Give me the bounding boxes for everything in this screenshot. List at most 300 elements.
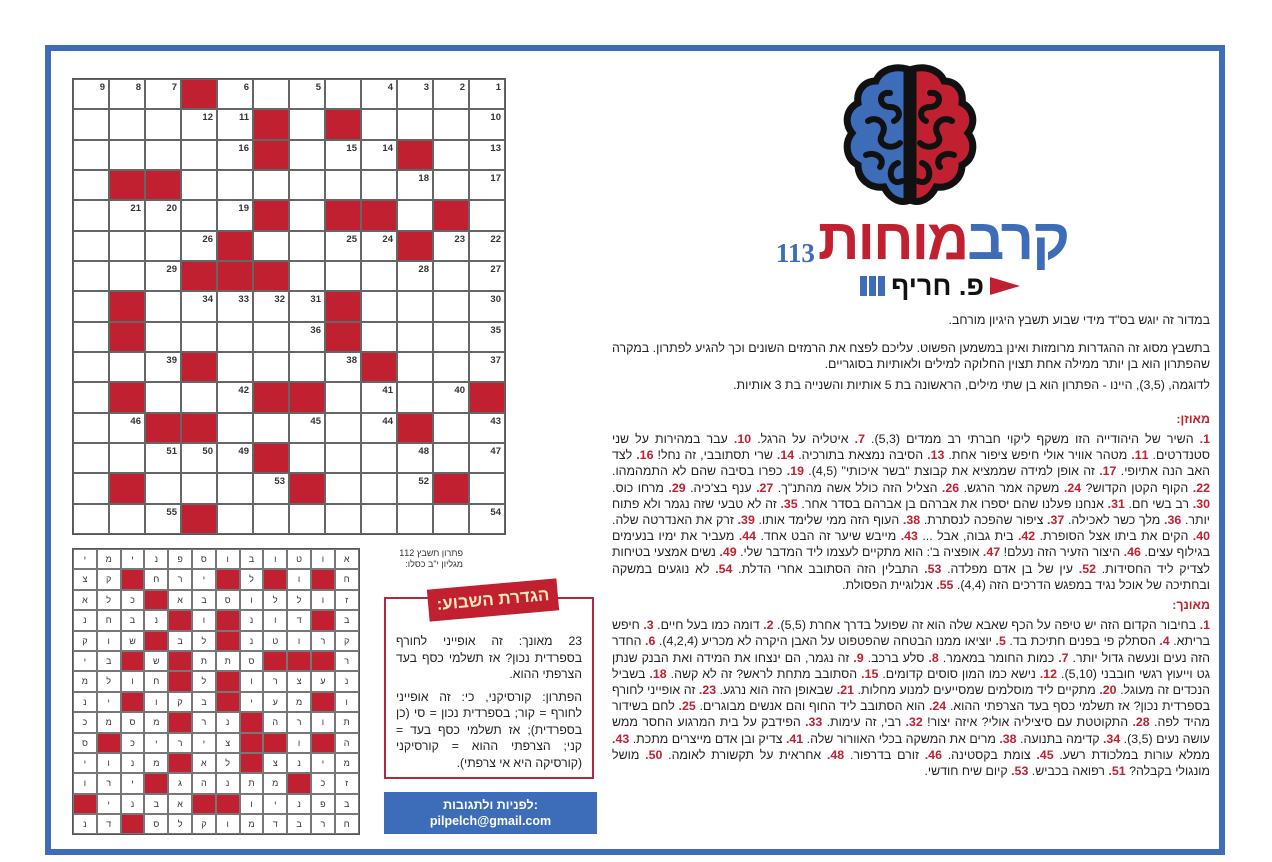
- solution-cell: ו: [311, 590, 335, 610]
- crossword-cell[interactable]: [73, 170, 109, 200]
- crossword-cell[interactable]: [433, 322, 469, 352]
- down-clue-text: אחראית על תקשורת לאומה.: [662, 747, 827, 762]
- solution-cell: ל: [97, 671, 121, 691]
- solution-cell: נ: [216, 773, 240, 793]
- crossword-cell[interactable]: [361, 291, 397, 321]
- crossword-cell[interactable]: [181, 140, 217, 170]
- crossword-cell[interactable]: [361, 261, 397, 291]
- crossword-cell[interactable]: [469, 231, 505, 261]
- crossword-cell[interactable]: [109, 109, 145, 139]
- solution-black-cell: [216, 610, 240, 630]
- solution-cell: ת: [240, 773, 264, 793]
- crossword-cell[interactable]: [181, 322, 217, 352]
- solution-cell: נ: [240, 631, 264, 651]
- crossword-cell[interactable]: [433, 140, 469, 170]
- across-clue-text: התבלין הזה הסתובב אחרי הדלת.: [732, 561, 925, 576]
- across-clue-number: 46.: [1123, 545, 1141, 560]
- crossword-cell[interactable]: [289, 261, 325, 291]
- solution-cell: ר: [192, 712, 216, 732]
- crossword-cell[interactable]: [217, 291, 253, 321]
- black-cell: [397, 140, 433, 170]
- black-cell: [325, 109, 361, 139]
- crossword-cell[interactable]: [469, 443, 505, 473]
- crossword-cell[interactable]: [181, 443, 217, 473]
- crossword-cell[interactable]: [289, 504, 325, 534]
- solution-cell: א: [335, 549, 359, 569]
- crossword-cell[interactable]: [469, 140, 505, 170]
- solution-cell: ט: [263, 631, 287, 651]
- crossword-cell[interactable]: [289, 291, 325, 321]
- solution-cell: י: [121, 549, 145, 569]
- crossword-cell[interactable]: [253, 231, 289, 261]
- crossword-cell[interactable]: [253, 79, 289, 109]
- intro-line-1: במדור זה יוגש בס"ד מידי שבוע תשבץ היגיון מורחב.: [948, 313, 1210, 327]
- brain-icon: [838, 63, 982, 207]
- crossword-cell[interactable]: [325, 140, 361, 170]
- cell-number: 49: [238, 445, 249, 457]
- down-clue-number: 48.: [826, 747, 845, 762]
- crossword-cell[interactable]: [109, 413, 145, 443]
- black-cell: [181, 352, 217, 382]
- down-clue-number: 9.: [853, 650, 864, 665]
- crossword-cell[interactable]: [253, 413, 289, 443]
- crossword-cell[interactable]: [289, 109, 325, 139]
- crossword-cell[interactable]: [73, 79, 109, 109]
- crossword-cell[interactable]: [181, 231, 217, 261]
- crossword-cell[interactable]: [73, 200, 109, 230]
- crossword-cell[interactable]: [217, 79, 253, 109]
- down-clue-number: 43.: [612, 731, 630, 746]
- cell-number: 22: [490, 233, 501, 245]
- cell-number: 32: [274, 294, 285, 306]
- down-clue-text: בחיבור הקדום הזה יש טיפה על הכף שאבא שלה הוא זה שפועל בדרך אחרת (5,5).: [773, 618, 1200, 633]
- solution-cell: ל: [192, 671, 216, 691]
- crossword-cell[interactable]: [109, 200, 145, 230]
- crossword-cell[interactable]: [433, 352, 469, 382]
- solution-cell: ח: [335, 569, 359, 589]
- crossword-cell[interactable]: [361, 504, 397, 534]
- crossword-cell[interactable]: [73, 473, 109, 503]
- crossword-cell[interactable]: [361, 109, 397, 139]
- across-clue-text: לא נוגעים במשקה ובחתיכה של אוכל נגיד במפגש הדרכים הזה (4,4).: [612, 561, 1210, 592]
- cell-number: 39: [166, 354, 177, 366]
- crossword-cell[interactable]: [325, 231, 361, 261]
- crossword-cell[interactable]: [289, 200, 325, 230]
- crossword-cell[interactable]: [109, 261, 145, 291]
- crossword-cell[interactable]: [109, 140, 145, 170]
- crossword-cell[interactable]: [397, 473, 433, 503]
- definition-clue: 23 מאונך: זה אופייני לחורף בספרדית נכון? אז תשלמי כסף בעד הצרפתי ההוא.: [396, 634, 582, 681]
- down-clue-number: 23.: [698, 683, 717, 698]
- solution-cell: צ: [287, 671, 311, 691]
- across-clue-number: 11.: [1131, 448, 1149, 463]
- solution-cell: צ: [73, 569, 97, 589]
- solution-cell: ו: [97, 631, 121, 651]
- cell-number: 23: [454, 233, 465, 245]
- across-clue-number: 39.: [737, 513, 755, 528]
- solution-black-cell: [287, 773, 311, 793]
- crossword-cell[interactable]: [73, 413, 109, 443]
- solution-cell: ל: [216, 753, 240, 773]
- down-clue-number: 21.: [836, 683, 854, 698]
- solution-cell: נ: [287, 753, 311, 773]
- black-cell: [253, 443, 289, 473]
- down-clue-number: 28.: [1132, 715, 1150, 730]
- crossword-cell[interactable]: [181, 382, 217, 412]
- crossword-cell[interactable]: [145, 200, 181, 230]
- crossword-cell[interactable]: [217, 473, 253, 503]
- crossword-cell[interactable]: [469, 261, 505, 291]
- solution-black-cell: [263, 651, 287, 671]
- solution-cell: ס: [144, 814, 168, 834]
- crossword-cell[interactable]: [325, 473, 361, 503]
- crossword-cell[interactable]: [361, 382, 397, 412]
- cell-number: 20: [166, 203, 177, 215]
- solution-black-cell: [144, 773, 168, 793]
- cell-number: 45: [310, 415, 321, 427]
- crossword-cell[interactable]: [469, 413, 505, 443]
- down-clue-number: 38.: [999, 731, 1017, 746]
- crossword-cell[interactable]: [73, 231, 109, 261]
- crossword-cell[interactable]: [325, 504, 361, 534]
- solution-black-cell: [216, 692, 240, 712]
- solution-cell: ה: [192, 773, 216, 793]
- solution-cell: מ: [97, 549, 121, 569]
- contact-box: [384, 792, 597, 834]
- crossword-cell[interactable]: [73, 504, 109, 534]
- crossword-cell[interactable]: [253, 291, 289, 321]
- black-cell: [217, 261, 253, 291]
- down-clue-number: 18.: [649, 666, 667, 681]
- crossword-cell[interactable]: [325, 382, 361, 412]
- solution-cell: ד: [263, 814, 287, 834]
- crossword-cell[interactable]: [469, 473, 505, 503]
- down-clue-number: 15.: [861, 666, 879, 681]
- crossword-cell[interactable]: [109, 79, 145, 109]
- crossword-cell[interactable]: [325, 170, 361, 200]
- crossword-cell[interactable]: [73, 322, 109, 352]
- solution-cell: ו: [121, 671, 145, 691]
- crossword-cell[interactable]: [217, 352, 253, 382]
- crossword-cell[interactable]: [397, 109, 433, 139]
- across-clue-text: מייבש שיער זה הבט אחד.: [756, 529, 901, 544]
- crossword-cell[interactable]: [397, 504, 433, 534]
- crossword-cell[interactable]: [217, 200, 253, 230]
- crossword-cell[interactable]: [325, 413, 361, 443]
- crossword-cell[interactable]: [433, 109, 469, 139]
- issue-number: 113: [775, 238, 815, 268]
- contact-email[interactable]: pilpelch@gmail.com: [429, 814, 552, 828]
- across-clue-text: הצליל הזה כולל אשה מהתנ"ך.: [773, 480, 942, 495]
- crossword-cell[interactable]: [217, 109, 253, 139]
- crossword-cell[interactable]: [397, 352, 433, 382]
- crossword-cell[interactable]: [325, 261, 361, 291]
- solution-cell: נ: [335, 671, 359, 691]
- down-clue-number: 7.: [1058, 650, 1069, 665]
- crossword-cell[interactable]: [361, 322, 397, 352]
- solution-cell: מ: [263, 773, 287, 793]
- crossword-cell[interactable]: [289, 231, 325, 261]
- solution-cell: א: [73, 590, 97, 610]
- crossword-cell[interactable]: [361, 413, 397, 443]
- across-clue-number: 54.: [715, 561, 733, 576]
- crossword-cell[interactable]: [361, 473, 397, 503]
- crossword-cell[interactable]: [433, 291, 469, 321]
- solution-cell: ת: [335, 712, 359, 732]
- solution-black-cell: [73, 794, 97, 814]
- crossword-cell[interactable]: [397, 291, 433, 321]
- solution-black-cell: [311, 651, 335, 671]
- crossword-cell[interactable]: [217, 504, 253, 534]
- solution-black-cell: [263, 733, 287, 753]
- cell-number: 25: [346, 233, 357, 245]
- crossword-cell[interactable]: [73, 443, 109, 473]
- solution-cell: מ: [144, 712, 168, 732]
- crossword-cell[interactable]: [217, 382, 253, 412]
- cell-number: 43: [490, 415, 501, 427]
- black-cell: [469, 382, 505, 412]
- crossword-cell[interactable]: [253, 352, 289, 382]
- crossword-cell[interactable]: [397, 200, 433, 230]
- crossword-cell[interactable]: [73, 261, 109, 291]
- crossword-cell[interactable]: [361, 140, 397, 170]
- down-clue-text: לחם בשידור מהיד לפה.: [612, 699, 1210, 730]
- solution-cell: ר: [97, 773, 121, 793]
- crossword-cell[interactable]: [469, 109, 505, 139]
- cell-number: 47: [490, 445, 501, 457]
- crossword-cell[interactable]: [145, 352, 181, 382]
- solution-cell: ש: [121, 631, 145, 651]
- crossword-cell[interactable]: [433, 79, 469, 109]
- crossword-cell[interactable]: [145, 231, 181, 261]
- solution-cell: ז: [335, 590, 359, 610]
- solution-cell: ה: [335, 733, 359, 753]
- crossword-cell[interactable]: [433, 382, 469, 412]
- solution-cell: א: [168, 590, 192, 610]
- black-cell: [253, 261, 289, 291]
- crossword-cell[interactable]: [289, 79, 325, 109]
- solution-cell: ד: [97, 814, 121, 834]
- crossword-cell[interactable]: [397, 443, 433, 473]
- solution-cell: צ: [216, 733, 240, 753]
- crossword-cell[interactable]: [325, 352, 361, 382]
- solution-cell: ר: [287, 712, 311, 732]
- black-cell: [109, 291, 145, 321]
- crossword-cell[interactable]: [217, 443, 253, 473]
- solution-cell: ב: [335, 794, 359, 814]
- black-cell: [109, 382, 145, 412]
- black-cell: [361, 200, 397, 230]
- crossword-cell[interactable]: [109, 504, 145, 534]
- solution-cell: ו: [240, 794, 264, 814]
- across-clues: [612, 431, 1210, 593]
- crossword-cell[interactable]: [253, 473, 289, 503]
- cell-number: 21: [130, 203, 141, 215]
- cell-number: 29: [166, 263, 177, 275]
- crossword-cell[interactable]: [289, 322, 325, 352]
- solution-black-cell: [216, 671, 240, 691]
- crossword-cell[interactable]: [145, 109, 181, 139]
- crossword-cell[interactable]: [109, 443, 145, 473]
- solution-cell: ה: [263, 712, 287, 732]
- solution-black-cell: [216, 794, 240, 814]
- solution-black-cell: [121, 569, 145, 589]
- solution-cell: ק: [97, 569, 121, 589]
- black-cell: [145, 170, 181, 200]
- solution-cell: ח: [335, 814, 359, 834]
- cell-number: 41: [382, 385, 393, 397]
- crossword-cell[interactable]: [361, 443, 397, 473]
- crossword-cell[interactable]: [73, 291, 109, 321]
- crossword-cell[interactable]: [433, 261, 469, 291]
- crossword-cell[interactable]: [145, 291, 181, 321]
- solution-cell: א: [192, 753, 216, 773]
- across-clue-number: 24.: [1063, 480, 1082, 495]
- crossword-cell[interactable]: [397, 261, 433, 291]
- crossword-cell[interactable]: [469, 322, 505, 352]
- solution-cell: י: [240, 692, 264, 712]
- crossword-cell[interactable]: [469, 504, 505, 534]
- crossword-cell[interactable]: [433, 504, 469, 534]
- crossword-cell[interactable]: [145, 473, 181, 503]
- black-cell: [433, 200, 469, 230]
- crossword-cell[interactable]: [253, 170, 289, 200]
- cell-number: 5: [315, 82, 321, 93]
- solution-cell: ו: [192, 610, 216, 630]
- solution-cell: י: [121, 773, 145, 793]
- cell-number: 16: [238, 142, 249, 154]
- crossword-cell[interactable]: [109, 231, 145, 261]
- down-clue-text: ממלא עורות במלכודת רשע.: [1053, 747, 1210, 762]
- black-cell: [181, 79, 217, 109]
- black-cell: [253, 382, 289, 412]
- solution-cell: ח: [144, 569, 168, 589]
- black-cell: [217, 231, 253, 261]
- crossword-cell[interactable]: [397, 170, 433, 200]
- across-clue-text: השיר של היהודייה הזו משקף ליקוי חברתי רב ממדים (5,3).: [864, 432, 1200, 447]
- crossword-cell[interactable]: [361, 231, 397, 261]
- solution-cell: ו: [263, 610, 287, 630]
- down-clue-text: הוא הסתובב ליד החוף והם אנשים מבוגרים.: [695, 699, 929, 714]
- solution-cell: י: [97, 692, 121, 712]
- solution-cell: ס: [121, 712, 145, 732]
- solution-cell: פ: [311, 794, 335, 814]
- across-clue-text: איטליה על הרגל.: [751, 432, 855, 447]
- solution-cell: כ: [121, 733, 145, 753]
- crossword-cell[interactable]: [145, 443, 181, 473]
- down-clue-text: זה נגמר, הם ינצחו את המידה ואת הבנק שנתן גט וייעוץ רגשי חובבני (5,10).: [612, 650, 1210, 681]
- crossword-cell[interactable]: [361, 79, 397, 109]
- crossword-cell[interactable]: [217, 322, 253, 352]
- crossword-cell[interactable]: [181, 170, 217, 200]
- crossword-cell[interactable]: [325, 79, 361, 109]
- solution-black-cell: [287, 651, 311, 671]
- crossword-cell[interactable]: [73, 109, 109, 139]
- crossword-cell[interactable]: [469, 79, 505, 109]
- crossword-cell[interactable]: [73, 140, 109, 170]
- crossword-cell[interactable]: [181, 109, 217, 139]
- solution-cell: י: [73, 753, 97, 773]
- across-clue-text: רב בשי חם.: [1124, 496, 1193, 511]
- down-clue-text: החדר הזה נעים ונעשה גדול יותר.: [612, 634, 1211, 665]
- crossword-cell[interactable]: [289, 140, 325, 170]
- crossword-cell[interactable]: [433, 413, 469, 443]
- crossword-cell[interactable]: [433, 231, 469, 261]
- crossword-cell[interactable]: [289, 413, 325, 443]
- crossword-cell[interactable]: [253, 504, 289, 534]
- solution-cell: ב: [335, 610, 359, 630]
- crossword-cell[interactable]: [217, 170, 253, 200]
- cell-number: 34: [202, 294, 213, 306]
- crossword-cell[interactable]: [73, 382, 109, 412]
- solution-cell: א: [168, 794, 192, 814]
- across-clue-number: 43.: [900, 529, 918, 544]
- crossword-cell[interactable]: [217, 413, 253, 443]
- crossword-cell[interactable]: [109, 352, 145, 382]
- across-clue-number: 1.: [1199, 432, 1211, 447]
- solution-black-cell: [168, 712, 192, 732]
- crossword-cell[interactable]: [469, 200, 505, 230]
- across-clue-number: 16.: [636, 448, 654, 463]
- crossword-cell[interactable]: [397, 79, 433, 109]
- crossword-cell[interactable]: [433, 443, 469, 473]
- crossword-cell[interactable]: [181, 473, 217, 503]
- solution-cell: צ: [263, 753, 287, 773]
- crossword-cell[interactable]: [397, 382, 433, 412]
- crossword-cell[interactable]: [145, 504, 181, 534]
- crossword-cell[interactable]: [73, 352, 109, 382]
- solution-cell: ל: [240, 569, 264, 589]
- crossword-cell[interactable]: [469, 352, 505, 382]
- cell-number: 37: [490, 354, 501, 366]
- solution-cell: ד: [287, 610, 311, 630]
- crossword-cell[interactable]: [217, 140, 253, 170]
- black-cell: [181, 504, 217, 534]
- cell-number: 10: [490, 112, 501, 124]
- crossword-cell[interactable]: [145, 140, 181, 170]
- solution-black-cell: [263, 569, 287, 589]
- crossword-cell[interactable]: [469, 170, 505, 200]
- crossword-cell[interactable]: [325, 443, 361, 473]
- across-clue-text: אנלוגיית הפסולת.: [842, 577, 937, 592]
- across-clue-text: מלך כשר לאכילה.: [1064, 513, 1164, 528]
- across-clue-number: 52.: [1078, 561, 1096, 576]
- crossword-cell[interactable]: [289, 443, 325, 473]
- solution-cell: ט: [287, 549, 311, 569]
- crossword-cell[interactable]: [253, 322, 289, 352]
- crossword-cell[interactable]: [469, 291, 505, 321]
- crossword-cell[interactable]: [289, 352, 325, 382]
- black-cell: [397, 413, 433, 443]
- crossword-cell[interactable]: [145, 322, 181, 352]
- crossword-cell[interactable]: [145, 79, 181, 109]
- crossword-cell[interactable]: [289, 170, 325, 200]
- definition-answer: הפתרון: קורסיקני, כי: זה אופייני לחורף = קור; בספרדית נכון = סי (כן בספרדית); אז תשלמי כסף בעד = קני; הצרפתי ההוא = קורסיקני (קורסיקה היא אי צרפתי).: [396, 689, 582, 770]
- solution-cell: ס: [73, 733, 97, 753]
- crossword-cell[interactable]: [181, 291, 217, 321]
- definition-title: הגדרת השבוע:: [427, 578, 559, 621]
- cell-number: 14: [382, 142, 393, 154]
- black-cell: [181, 413, 217, 443]
- crossword-cell[interactable]: [145, 382, 181, 412]
- solution-cell: ר: [168, 733, 192, 753]
- clues-column: [612, 312, 1210, 783]
- crossword-cell[interactable]: [181, 200, 217, 230]
- crossword-cell[interactable]: [397, 322, 433, 352]
- crossword-cell[interactable]: [145, 261, 181, 291]
- crossword-cell[interactable]: [361, 170, 397, 200]
- crossword-cell[interactable]: [433, 170, 469, 200]
